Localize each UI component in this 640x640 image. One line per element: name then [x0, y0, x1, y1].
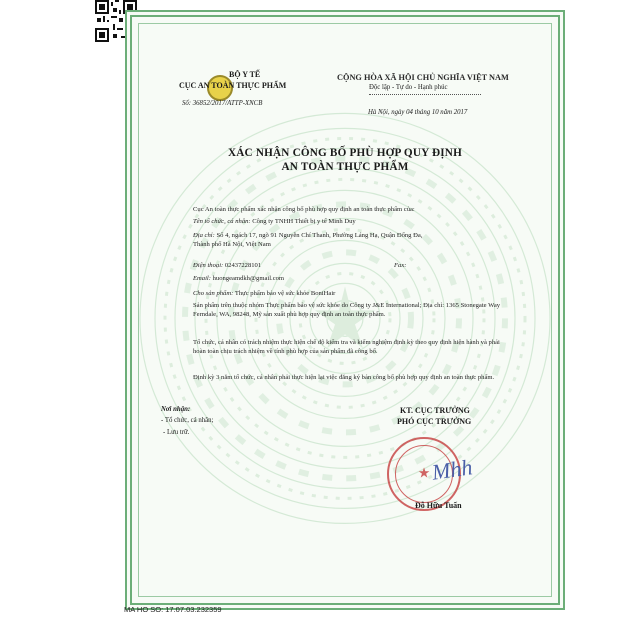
national-motto: Độc lập - Tự do - Hạnh phúc: [369, 84, 448, 91]
address-value-2: Thành phố Hà Nội, Việt Nam: [193, 241, 271, 248]
address-label: Địa chỉ:: [193, 232, 215, 239]
email-label: Email:: [193, 275, 211, 282]
product-row: [193, 290, 335, 297]
renewal-paragraph: Định kỳ 3 năm tổ chức, cá nhân phải thực hiện lại việc đăng ký bản công bố phù hợp quy định an toàn thực phẩm.: [193, 374, 495, 381]
phone-value: 02437228101: [224, 262, 262, 269]
record-code: MA HO SO: 17.07.03.232359: [124, 605, 222, 614]
certificate: [125, 10, 565, 610]
motto-underline: [369, 94, 481, 95]
department-name: CỤC AN TOÀN THỰC PHẨM: [179, 81, 287, 90]
phone-row: [193, 262, 261, 269]
manufacturer-paragraph: Sản phẩm trên thuộc nhóm Thực phẩm bảo vệ sức khỏe do Công ty J&E International; Địa chỉ: 1365 Stonegate Way Ferndale, WA, 98248, Mỹ sản xuất phù hợp quy định an toàn thực phẩm.: [193, 302, 501, 318]
responsibility-paragraph: Tổ chức, cá nhân có trách nhiệm thực hiện chế độ kiểm tra và kiểm nghiệm định kỳ theo quy định hiện hành và phải hoàn toàn chịu trách nhiệm về tính phù hợp của sản phẩm đã công bố.: [193, 339, 500, 355]
title-line-1: XÁC NHẬN CÔNG BỐ PHÙ HỢP QUY ĐỊNH: [228, 147, 462, 159]
product-label: Cho sản phẩm:: [193, 290, 234, 297]
fax-label: Fax:: [394, 262, 407, 269]
issue-date: Hà Nội, ngày 04 tháng 10 năm 2017: [368, 109, 468, 116]
ministry-name: BỘ Y TẾ: [229, 70, 261, 79]
org-label: Tên tổ chức, cá nhân:: [193, 218, 251, 225]
address-value-1: Số 4, ngách 17, ngõ 91 Nguyễn Chí Thanh, Phường Láng Hạ, Quận Đống Đa,: [216, 232, 423, 239]
signer-name: Đỗ Hữu Tuấn: [415, 501, 462, 510]
phone-label: Điện thoại:: [193, 262, 224, 269]
address-row: [193, 232, 422, 239]
product-value: Thực phẩm bảo vệ sức khỏe BoniHair: [234, 290, 336, 297]
title-line-2: AN TOÀN THỰC PHẨM: [281, 161, 409, 173]
signature-title-1: KT. CỤC TRƯỞNG: [400, 406, 470, 415]
nation-title: CỘNG HÒA XÃ HỘI CHỦ NGHĨA VIỆT NAM: [337, 73, 509, 82]
recipient-item-1: - Tổ chức, cá nhân;: [161, 417, 214, 424]
recipient-item-2: - Lưu trữ.: [163, 429, 190, 436]
email-value: huongeamdkh@gmail.com: [212, 275, 285, 282]
signature-title-2: PHÓ CỤC TRƯỞNG: [397, 417, 472, 426]
document-number: Số: 36852/2017/ATTP-XNCB: [182, 100, 263, 107]
seal-star-icon: ★: [417, 466, 431, 482]
handwritten-signature: Mhh: [430, 454, 474, 485]
intro-text: Cục An toàn thực phẩm xác nhận công bố phù hợp quy định an toàn thực phẩm của:: [193, 206, 415, 213]
org-value: Công ty TNHH Thiết bị y tế Minh Duy: [252, 218, 356, 225]
org-row: [193, 218, 356, 225]
recipients-label: Nơi nhận:: [161, 406, 191, 413]
email-row: [193, 275, 284, 282]
